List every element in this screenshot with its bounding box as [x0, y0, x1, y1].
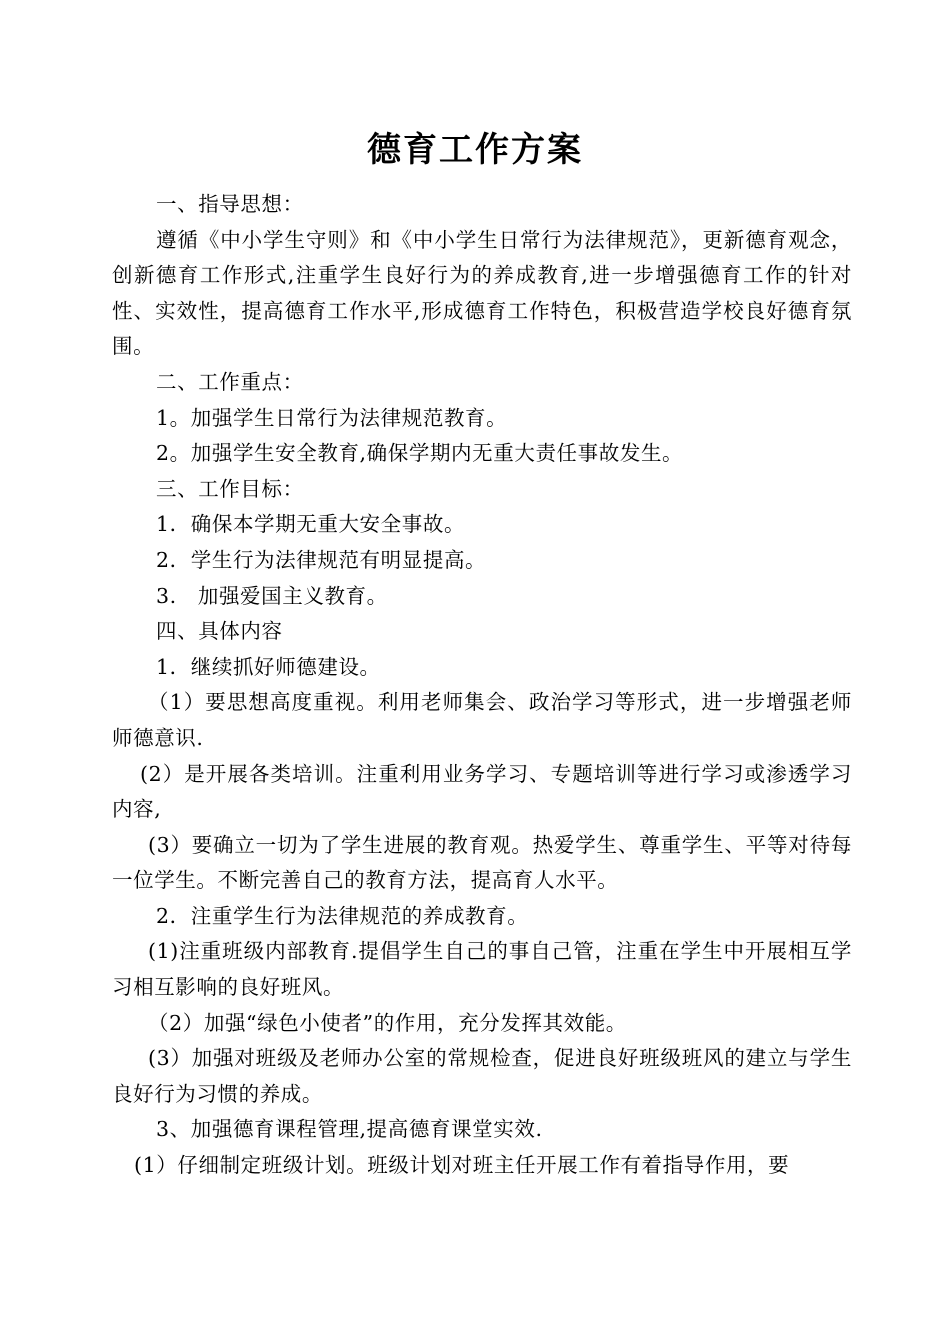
section-heading-guiding-thought: 一、指导思想：	[156, 192, 304, 216]
list-item: （2）加强“绿色小使者”的作用，充分发挥其效能。	[148, 1010, 627, 1035]
list-item: 2。加强学生安全教育,确保学期内无重大责任事故发生。	[156, 441, 684, 466]
list-item: 3. 加强爱国主义教育。	[156, 583, 388, 608]
section-heading-work-focus: 二、工作重点：	[156, 369, 304, 394]
section-heading-work-goals: 三、工作目标：	[156, 476, 304, 501]
subsection-heading: 3、加强德育课程管理,提高德育课堂实效.	[156, 1117, 543, 1142]
list-item: (3）加强对班级及老师办公室的常规检查，促进良好班级班风的建立与学生良好行为习惯的养成。	[112, 1046, 852, 1106]
list-item: (1）仔细制定班级计划。班级计划对班主任开展工作有着指导作用，要	[134, 1153, 790, 1178]
list-item: (3）要确立一切为了学生进展的教育观。热爱学生、尊重学生、平等对待每一位学生。不断完善自己的教育方法，提高育人水平。	[112, 832, 852, 893]
list-item: 1。加强学生日常行为法律规范教育。	[156, 405, 508, 430]
list-item: 2．学生行为法律规范有明显提高。	[156, 547, 487, 572]
document-body	[112, 187, 852, 1184]
list-item: （1）要思想高度重视。利用老师集会、政治学习等形式，进一步增强老师师德意识.	[112, 690, 852, 750]
list-item: (2）是开展各类培训。注重利用业务学习、专题培训等进行学习或渗透学习内容,	[112, 761, 852, 822]
subsection-heading: 1．继续抓好师德建设。	[156, 654, 381, 679]
section-heading-specific-content: 四、具体内容	[156, 619, 283, 644]
list-item: 1．确保本学期无重大安全事故。	[156, 512, 466, 537]
subsection-heading: 2．注重学生行为法律规范的养成教育。	[156, 903, 529, 928]
page-title: 德育工作方案	[367, 130, 583, 170]
list-item: (1)注重班级内部教育.提倡学生自己的事自己管，注重在学生中开展相互学习相互影响的良好班风。	[112, 939, 852, 1000]
paragraph-guiding-thought: 遵循《中小学生守则》和《中小学生日常行为法律规范》，更新德育观念，创新德育工作形式,注重学生良好行为的养成教育,进一步增强德育工作的针对性、实效性，提高德育工作水平,形成德育工作特色，积极营造学校良好德育氛围。	[112, 227, 852, 359]
